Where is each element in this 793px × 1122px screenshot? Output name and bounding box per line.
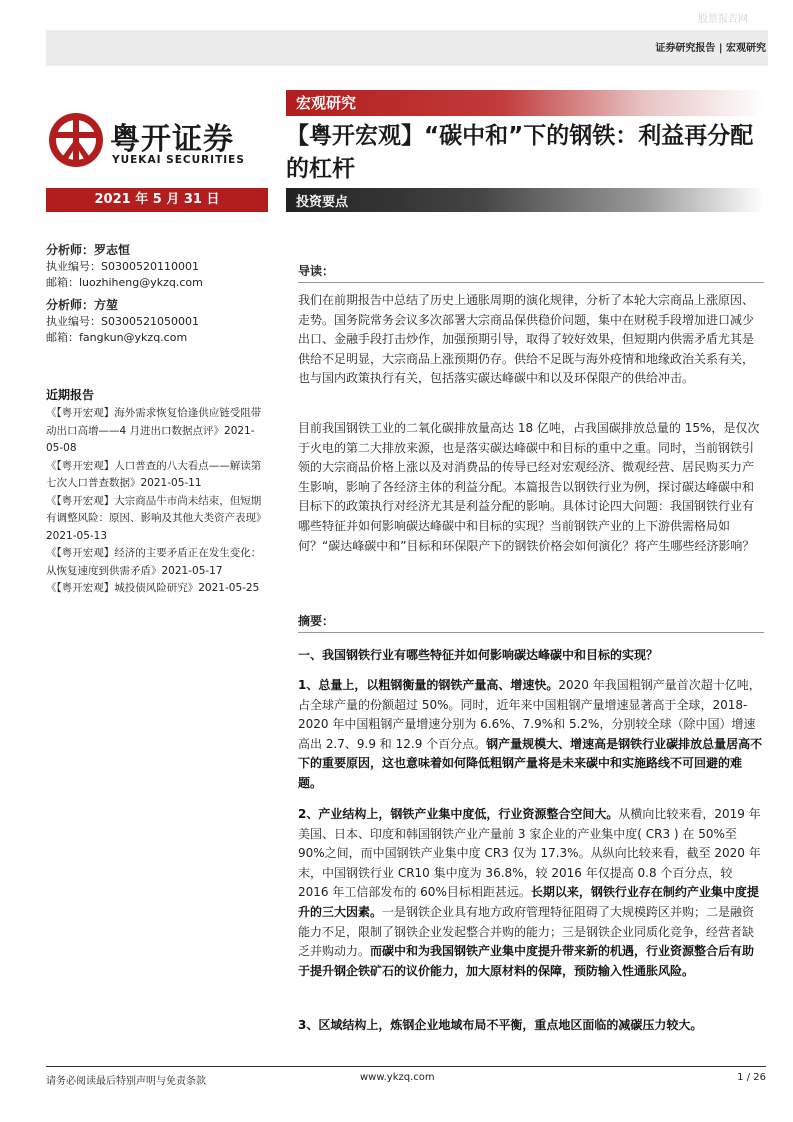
recent-report-item[interactable]: 《【粤开宏观】大宗商品牛市尚未结束，但短期有调整风险：原因、影响及其他大类资产表现》2021-05-13 [46, 494, 267, 542]
footer-website[interactable]: www.ykzq.com [360, 1072, 435, 1083]
point-heading: 1、总量上，以粗钢衡量的钢铁产量高、增速快。 [298, 678, 559, 692]
yuekai-logo-icon [46, 110, 106, 170]
intro-text: 我们在前期报告中总结了历史上通胀周期的演化规律，分析了本轮大宗商品上涨原因、走势。国务院常务会议多次部署大宗商品保供稳价问题，集中在财税手段增加进口减少出口、金融手段打击炒作，加强预期引导，取得了较好效果，但短期内供需矛盾尤其是供给不足明显，大宗商品上涨预期仍存。供给不足既与海外疫情和地缘政治关系有关，也与国内政策执行有关，包括落实碳达峰碳中和以及环保限产的供给冲击。 [298, 293, 755, 386]
summary-label: 摘要： [298, 612, 764, 633]
recent-report-item[interactable]: 《【粤开宏观】海外需求恢复恰逢供应链受阻带动出口高增——4 月进出口数据点评》2021-05-08 [46, 407, 262, 454]
analyst-block [46, 297, 199, 346]
summary-label-row [298, 612, 764, 633]
point-text: 2020 年我国粗钢产量首次超十亿吨，占全球产量的份额超过 50%。同时，近年来中国粗钢产量增速显著高于全球，2018-2020 年中国粗钢产量增速分别为 6.6%、7.9%和 5.2%，分别较全球（除中国）增速高出 2.7、9.9 和 12.9 个百分点。 [298, 678, 761, 751]
watermark: 股票报告网 [698, 14, 748, 25]
point-text: 一是钢铁企业具有地方政府管理特征阻碍了大规模跨区并购；二是融资能力不足，限制了钢铁企业发起整合并购的能力；三是钢铁企业同质化竞争，经营者缺乏并购动力。 [298, 904, 755, 959]
company-logo [46, 110, 268, 172]
analyst-email[interactable]: 邮箱：fangkun@ykzq.com [46, 331, 188, 344]
analyst-email[interactable]: 邮箱：luozhiheng@ykzq.com [46, 276, 203, 289]
page-number: 1 / 26 [737, 1072, 766, 1083]
analyst-name: 分析师：罗志恒 [46, 243, 131, 257]
point-subheading: 长期以来，钢铁行业存在制约产业集中度提升的三大因素。 [298, 885, 759, 919]
recent-report-item[interactable]: 《【粤开宏观】城投债风险研究》2021-05-25 [46, 582, 260, 594]
summary-point-2 [298, 805, 764, 981]
recent-report-item[interactable]: 《【粤开宏观】经济的主要矛盾正在发生变化：从恢复速度到供需矛盾》2021-05-17 [46, 547, 262, 577]
header-report-type: 证券研究报告 | 宏观研究 [655, 43, 766, 54]
logo-chinese-name: 粤开证券 [110, 122, 234, 157]
intro-paragraph-1 [298, 291, 764, 389]
intro-text: 目前我国钢铁工业的二氧化碳排放量高达 18 亿吨，占我国碳排放总量的 15%，是仅次于火电的第二大排放来源，也是落实碳达峰碳中和目标的重中之重。同时，当前钢铁引领的大宗商品价格上涨以及对消费品的传导已经对宏观经济、微观经营、居民购买力产生影响，影响了各经济主体的利益分配。本篇报告以钢铁行业为例，探讨碳达峰碳中和目标下的政策执行对经济尤其是利益分配的影响。具体讨论四大问题：我国钢铁行业有哪些特征并如何影响碳达峰碳中和目标的实现？当前钢铁产业的上下游供需格局如何？“碳达峰碳中和”目标和环保限产下的钢铁价格会如何演化？将产生哪些经济影响？ [298, 421, 760, 553]
recent-reports-list [46, 405, 268, 598]
intro-paragraph-2 [298, 419, 764, 556]
question-heading: 一、我国钢铁行业有哪些特征并如何影响碳达峰碳中和目标的实现？ [298, 648, 659, 662]
recent-report-item[interactable]: 《【粤开宏观】人口普查的八大看点——解读第七次人口普查数据》2021-05-11 [46, 459, 262, 489]
key-points-label: 投资要点 [296, 195, 349, 210]
analyst-block [46, 242, 203, 291]
report-date: 2021 年 5 月 31 日 [46, 188, 268, 212]
summary-point-3 [298, 1016, 764, 1036]
report-category: 宏观研究 [296, 94, 357, 112]
intro-label: 导读： [298, 262, 764, 283]
key-points-bar [286, 188, 764, 212]
point-heading: 2、产业结构上，钢铁产业集中度低，行业资源整合空间大。 [298, 807, 619, 821]
footer-disclaimer[interactable]: 请务必阅读最后特别声明与免责条款 [46, 1076, 206, 1087]
point-conclusion: 钢产量规模大、增速高是钢铁行业碳排放总量居高不下的重要原因，这也意味着如何降低粗钢产量将是未来碳中和实施路线不可回避的难题。 [298, 736, 763, 790]
report-title: 【粤开宏观】“碳中和”下的钢铁：利益再分配的杠杆 [286, 123, 754, 182]
point-conclusion: 而碳中和为我国钢铁产业集中度提升带来新的机遇，行业资源整合后有助于提升钢企铁矿石的议价能力，加大原材料的保障，预防输入性通胀风险。 [298, 944, 755, 978]
analyst-name: 分析师：方堃 [46, 298, 119, 312]
point-text: 从横向比较来看，2019 年美国、日本、印度和韩国钢铁产业产量前 3 家企业的产业集中度( CR3 ) 在 50%至 90%之间，而中国钢铁产业集中度 CR3 仅为 17.3%。从纵向比较来看，截至 2020 年末，中国钢铁行业 CR10 集中度为 36.8%，较 2016 年仅提高 0.8 个百分点，较 2016 年工信部发布的 60%目标相距甚远。 [298, 807, 761, 900]
analyst-license: 执业编号：S0300520110001 [46, 260, 199, 273]
intro-label-row [298, 262, 764, 283]
summary-point-1 [298, 676, 764, 794]
summary-question-1 [298, 646, 764, 666]
logo-english-name: YUEKAI SECURITIES [112, 154, 245, 166]
footer-divider [46, 1066, 766, 1067]
point-heading: 3、区域结构上，炼钢企业地域布局不平衡，重点地区面临的减碳压力较大。 [298, 1018, 703, 1032]
category-bar [286, 90, 764, 116]
recent-reports-heading: 近期报告 [46, 388, 95, 402]
analyst-license: 执业编号：S0300521050001 [46, 315, 199, 328]
